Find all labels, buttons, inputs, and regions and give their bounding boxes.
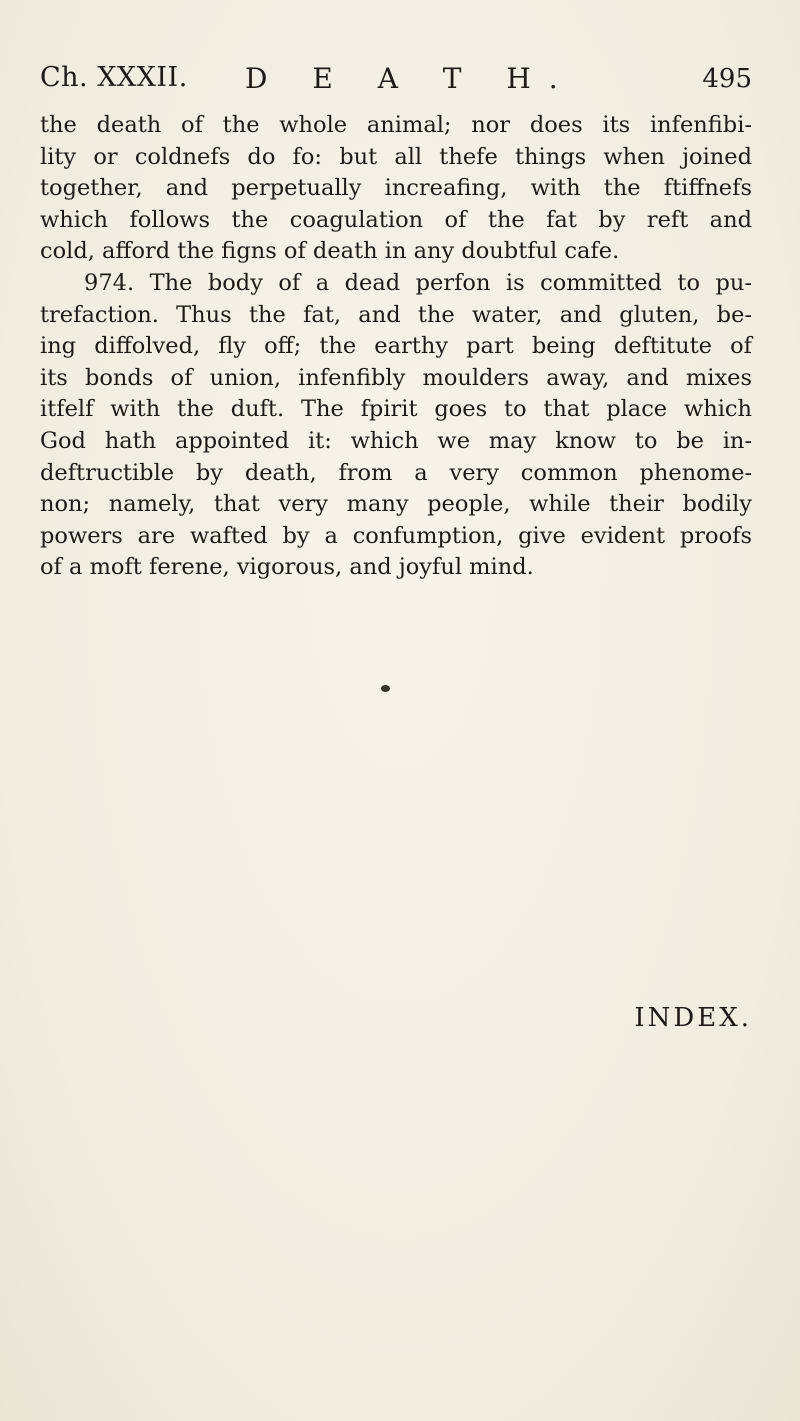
text-line: itfelf with the duft. The fpirit goes to that place which bbox=[40, 396, 752, 423]
chapter-label: Ch. XXXII. bbox=[40, 62, 188, 93]
running-head bbox=[40, 62, 752, 102]
text-line: powers are wafted by a confumption, give evident proofs bbox=[40, 522, 752, 549]
catchword: INDEX. bbox=[634, 1003, 752, 1033]
ink-blot-ornament bbox=[381, 685, 390, 692]
text-line: together, and perpetually increafing, with the ftiffnefs bbox=[40, 175, 752, 202]
text-line: God hath appointed it: which we may know to be in- bbox=[40, 427, 752, 454]
body-text bbox=[40, 110, 752, 584]
text-line: lity or coldnefs do fo: but all thefe things when joined bbox=[40, 143, 752, 170]
text-line: trefaction. Thus the fat, and the water, and gluten, be- bbox=[40, 301, 752, 328]
running-title: D E A T H. bbox=[245, 62, 576, 95]
text-line: ing diffolved, fly off; the earthy part being deftitute of bbox=[40, 333, 752, 360]
text-line: which follows the coagulation of the fat by reft and bbox=[40, 206, 752, 233]
paragraph-start-line: 974. The body of a dead perfon is committed to pu- bbox=[84, 269, 752, 296]
text-line: its bonds of union, infenfibly moulders away, and mixes bbox=[40, 364, 752, 391]
text-line: deftructible by death, from a very common phenome- bbox=[40, 459, 752, 486]
text-line: of a moft ferene, vigorous, and joyful mind. bbox=[40, 554, 534, 581]
text-line: non; namely, that very many people, while their bodily bbox=[40, 491, 752, 518]
text-line: cold, afford the figns of death in any doubtful cafe. bbox=[40, 238, 620, 265]
text-line: the death of the whole animal; nor does its infenfibi- bbox=[40, 112, 752, 138]
page-number: 495 bbox=[702, 64, 752, 94]
